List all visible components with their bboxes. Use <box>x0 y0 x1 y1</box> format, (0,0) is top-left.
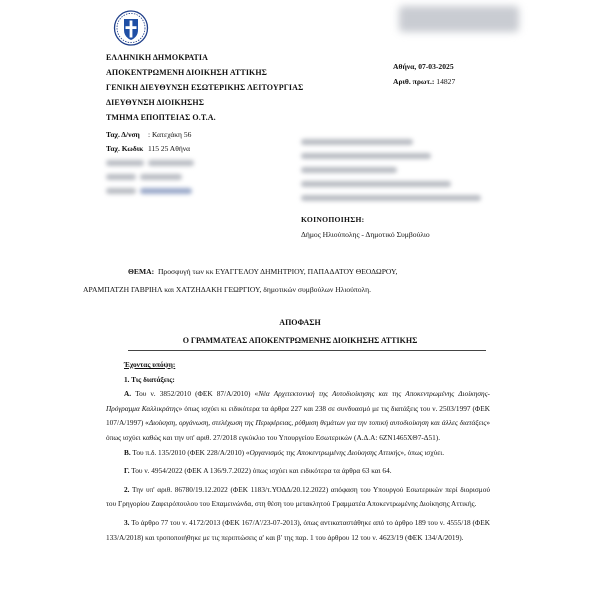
header-line: ΔΙΕΥΘΥΝΣΗ ΔΙΟΙΚΗΣΗΣ <box>106 98 205 107</box>
item-3: 3. Το άρθρο 77 του ν. 4172/2013 (ΦΕΚ 167/Α'/23-07-2013), όπως αντικαταστάθηκε από το άρθρο 189 του ν. 4555/18 (ΦΕΚ 133/Α/2018) και τροποποιήθηκε με τις περιπτώσεις α' και β' της παρ. 1 του άρθρου 12 του ν. 4623/19 (ΦΕΚ 134/Α/2019). <box>106 517 490 542</box>
subject-block <box>83 263 488 299</box>
redacted-email <box>140 188 192 194</box>
paragraph-b: Β. Του π.δ. 135/2010 (ΦΕΚ 228/Α/2010) «Οργανισμός της Αποκεντρωμένης Διοίκησης Αττικής», όπως ισχύει. <box>124 447 445 457</box>
item-2: 2. Την υπ' αριθ. 86780/19.12.2022 (ΦΕΚ 1183/τ.ΥΟΔΔ/20.12.2022) απόφαση του Υπουργού Εσωτερικών περί διορισμού του Γρηγορίου Ζαφειρόπουλου του Επαμεινώνδα, στη θέση του μετακλητού Γραμματέα Αποκεντρωμένης Διοίκησης Αττικής. <box>106 484 490 509</box>
intro-heading: Έχοντας υπόψη: <box>124 360 176 369</box>
redacted-text <box>140 174 182 180</box>
address-block <box>106 128 194 198</box>
redacted-area <box>399 6 519 32</box>
notification-recipient: Δήμος Ηλιούπολης - Δημοτικό Συμβούλιο <box>301 230 430 239</box>
paragraph-a: Α. Του ν. 3852/2010 (ΦΕΚ 87/Α/2010) «Νέα Αρχιτεκτονική της Αυτοδιοίκησης και της Αποκεντρωμένης Διοίκησης- Πρόγραμμα Καλλικράτης» όπως ισχύει κι ειδικότερα τα άρθρα 227 και 238 σε συνδυασμό με τις διατάξεις του ν. 2503/1997 (ΦΕΚ 107/Α/1997) «Διοίκηση, οργάνωση, στελέχωση της Περιφέρειας, ρύθμιση θεμάτων για την τοπική αυτοδιοίκηση και άλλες διατάξεις» όπως ισχύει καθώς και την υπ' αριθ. 27/2018 εγκύκλιο του Υπουργείου Εσωτερικών (Α.Δ.Α: 6ΖΝ1465ΧΘ7-Δ51). <box>106 389 490 442</box>
protocol-number: 14827 <box>436 77 456 86</box>
header-line: ΑΠΟΚΕΝΤΡΩΜΕΝΗ ΔΙΟΙΚΗΣΗ ΑΤΤΙΚΗΣ <box>106 68 268 77</box>
document-date: Αθήνα, 07-03-2025 <box>393 62 454 71</box>
notification-block <box>301 212 430 242</box>
header-line: ΓΕΝΙΚΗ ΔΙΕΥΘΥΝΣΗ ΕΣΩΤΕΡΙΚΗΣ ΛΕΙΤΟΥΡΓΙΑΣ <box>106 83 304 92</box>
subject-line: Προσφυγή των κκ ΕΥΑΓΓΕΛΟΥ ΔΗΜΗΤΡΙΟΥ, ΠΑΠΑΔΑΤΟΥ ΘΕΟΔΩΡΟΥ, <box>157 267 398 276</box>
header-line: ΤΜΗΜΑ ΕΠΟΠΤΕΙΑΣ Ο.Τ.Α. <box>106 113 216 122</box>
redacted-text <box>106 174 136 180</box>
issuer-header <box>106 50 303 125</box>
redacted-text <box>106 188 136 194</box>
header-line: ΕΛΛΗΝΙΚΗ ΔΗΜΟΚΡΑΤΙΑ <box>106 53 208 62</box>
postal-code-label: Ταχ. Κωδικ <box>106 144 144 153</box>
item-1: 1. Τις διατάξεις: <box>124 374 175 384</box>
subject-label: ΘΕΜΑ: <box>128 267 155 276</box>
notification-title: ΚΟΙΝΟΠΟΙΗΣΗ: <box>301 215 365 224</box>
redacted-recipients <box>301 133 481 203</box>
street-label: Ταχ. Δ/νση <box>106 130 140 139</box>
protocol-label: Αριθ. πρωτ.: <box>393 77 435 86</box>
postal-code-value: 115 25 Αθήνα <box>148 144 191 153</box>
document-body <box>106 358 490 545</box>
decision-title: ΑΠΟΦΑΣΗ <box>279 318 321 327</box>
greek-coat-of-arms-icon <box>113 10 149 46</box>
decision-subtitle: Ο ΓΡΑΜΜΑΤΕΑΣ ΑΠΟΚΕΝΤΡΩΜΕΝΗΣ ΔΙΟΙΚΗΣΗΣ ΑΤΤΙΚΗΣ <box>182 336 418 345</box>
redacted-text <box>106 160 144 166</box>
subject-line: ΑΡΑΜΠΑΤΖΗ ΓΑΒΡΙΗΛ και ΧΑΤΖΗΔΑΚΗ ΓΕΩΡΓΙΟΥ, δημοτικών συμβούλων Ηλιούπολη. <box>83 285 372 294</box>
divider <box>128 350 486 351</box>
date-block <box>393 59 455 89</box>
paragraph-c: Γ. Του ν. 4954/2022 (ΦΕΚ Α 136/9.7.2022) όπως ισχύει και ειδικότερα τα άρθρα 63 και 64. <box>124 466 392 476</box>
street-value: : Κατεχάκη 56 <box>148 130 192 139</box>
redacted-text <box>148 160 194 166</box>
decision-heading <box>0 314 600 350</box>
